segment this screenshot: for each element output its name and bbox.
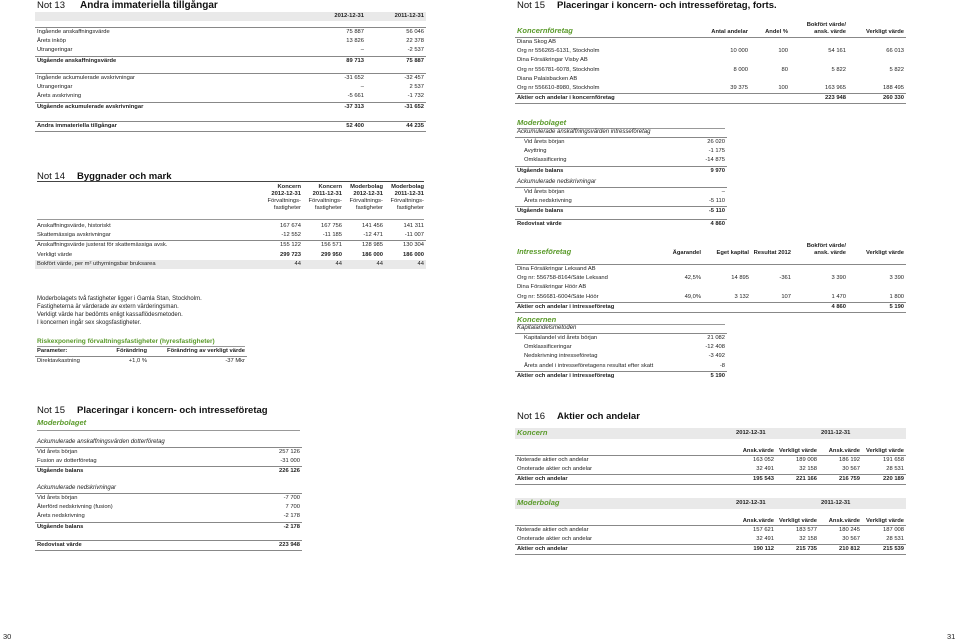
note15a-rows1: Vid årets början 257 126 Fusion av dotterföretag -31 000 Utgående balans 226 126 [35, 447, 302, 477]
note14-header: Koncern Koncern Moderbolag Moderbolag 2012-12-31 2011-12-31 2012-12-31 2011-12-31 Förvaltnings- Förvaltnings- Förvaltnings- Förvaltnings- fastigheter fastigheter fastigheter fastigheter [267, 184, 424, 211]
moderbolaget-sub1: Ackumulerade anskaffningsvärden intresseföretag [517, 129, 651, 135]
note15a-title: Placeringar i koncern- och intresseföretag [77, 405, 268, 416]
koncernen-title: Koncernen [517, 315, 557, 324]
note13-table: 2012-12-31 2011-12-31 [35, 12, 426, 21]
moderbolaget-rows1: Vid årets början 26 020 Avyttring -1 175 Omklassificering -14 875 Utgående balans 9 970 [515, 137, 727, 176]
page-number-left: 30 [3, 632, 12, 641]
moderbolaget-sub2: Ackumulerade nedskrivningar [517, 179, 597, 185]
note15a-rows2: Vid årets början -7 700 Återförd nedskrivning (fusion) 7 700 Årets nedskrivning -2 178 Utgående balans -2 178 [35, 493, 302, 532]
note15a-sub1: Ackumulerade anskaffningsvärden dotterföretag [37, 439, 165, 445]
moderbolaget-total: Redovisat värde 4 860 [515, 219, 727, 229]
note13-rows1: Ingående anskaffningsvärde 75 887 56 046 Årets inköp 13 826 22 378 Utrangeringar – -2 537 Utgående anskaffningsvärde 89 713 75 887 [35, 27, 426, 66]
note15a-section: Moderbolaget [37, 418, 87, 427]
page-number-right: 31 [947, 632, 956, 641]
note15a-total: Redovisat värde 223 948 [35, 540, 302, 551]
risk-title: Riskexponering förvaltningsfastigheter (hyresfastigheter) [37, 338, 215, 345]
note13-title: Andra immateriella tillgångar [80, 0, 218, 11]
note15b-number: Not 15 [517, 0, 545, 11]
note16-number: Not 16 [517, 411, 545, 422]
note16-title: Aktier och andelar [557, 411, 640, 422]
note13-rows2: Ingående ackumulerade avskrivningar -31 652 -32 457 Utrangeringar – 2 537 Årets avskrivning -5 661 -1 732 Utgående ackumulerade avskrivningar -37 313 -31 652 [35, 73, 426, 112]
moderbolaget-title: Moderbolaget [517, 118, 567, 127]
intresseforetag-header: Intresseföretag Ägarandel Eget kapital Resultat 2012 Bokfört värde/ ansk. värde Verkligt värde [517, 243, 904, 256]
note14-number: Not 14 [37, 171, 65, 182]
note13-total: Andra immateriella tillgångar 52 400 44 235 [35, 121, 426, 132]
koncernforetag-header: Koncernföretag Antal andelar Andel % Bokfört värde/ ansk. värde Verkligt värde [517, 22, 904, 35]
note14-title: Byggnader och mark [77, 171, 172, 182]
note13-number: Not 13 [37, 0, 65, 11]
note14-table: Anskaffningsvärde, historiskt 167 674 167 756 141 456 141 311 Skattemässiga avskrivningar -12 552 -11 185 -12 471 -11 007 Anskaffningsvärde justerat för skattemässiga avsk. 155 122 156 571 128 985 130 304 Verkligt värde 299 723 299 950 186 000 186 000 Bokfört värde, per m² uthyrningsbar bruksarea 44 44 44 44 [35, 222, 426, 269]
note15b-title: Placeringar i koncern- och intresseföretag, forts. [557, 0, 777, 11]
koncernforetag-table: Diana Skog AB Org nr 556265-6131, Stockholm 10 000 100 54 161 66 013 Dina Försäkringar Visby AB Org nr 556781-6078, Stockholm 8 000 80 5 822 5 822 Diana Palaisbacken AB Org nr 556610-8980, Stockholm 39 375 100 163 965 188 495 Aktier och andelar i koncernföretag 223 948 260 330 [515, 37, 906, 104]
note14-text: Moderbolagets två fastigheter ligger i Gamla Stan, Stockholm. Fastigheterna är värderade av extern värderingsman. Verkligt värde har bedömts enligt kassaflödesmetoden. I koncernen ingår sex skogsfastigheter. [37, 296, 202, 326]
note15a-number: Not 15 [37, 405, 65, 416]
note15a-sub2: Ackumulerade nedskrivningar [37, 485, 117, 491]
koncernen-sub: Kapitalandelsmetoden [517, 325, 577, 331]
note16-koncern-table: Koncern 2012-12-31 2011-12-31 Ansk.värde Verkligt värde Ansk.värde Verkligt värde Noterade aktier och andelar 163 052 189 008 186 192 191 658 Onoterade aktier och andelar 32 491 32 158 30 567 28 531 Aktier och andelar 195 543 221 166 216 759 220 189 [515, 428, 906, 485]
koncernen-table: Kapitalandel vid årets början 21 082 Omklassificeringar -12 408 Nedskrivning intresseföretag -3 492 Årets andel i intresseföretagens resultat efter skatt -8 Aktier och andelar i intresseföretag 5 190 [515, 333, 727, 381]
note16-moderbolag-table: Moderbolag 2012-12-31 2011-12-31 Ansk.värde Verkligt värde Ansk.värde Verkligt värde Noterade aktier och andelar 157 621 183 577 180 245 187 008 Onoterade aktier och andelar 32 491 32 158 30 567 28 531 Aktier och andelar 190 112 215 735 210 812 215 539 [515, 498, 906, 555]
intresseforetag-table: Dina Försäkringar Leksand AB Org nr: 556758-8164/Säte Leksand 42,5% 14 895 -361 3 390 3 390 Dina Försäkringar Höör AB Org nr: 556681-6004/Säte Höör 49,0% 3 132 107 1 470 1 800 Aktier och andelar i intresseföretag 4 860 5 190 [515, 264, 906, 313]
risk-table: Parameter: Förändring Förändring av verkligt värde Direktavkastning +1,0 % -37 Mkr [37, 348, 245, 365]
moderbolaget-rows2: Vid årets början – Årets nedskrivning -5 110 Utgående balans -5 110 [515, 187, 727, 217]
